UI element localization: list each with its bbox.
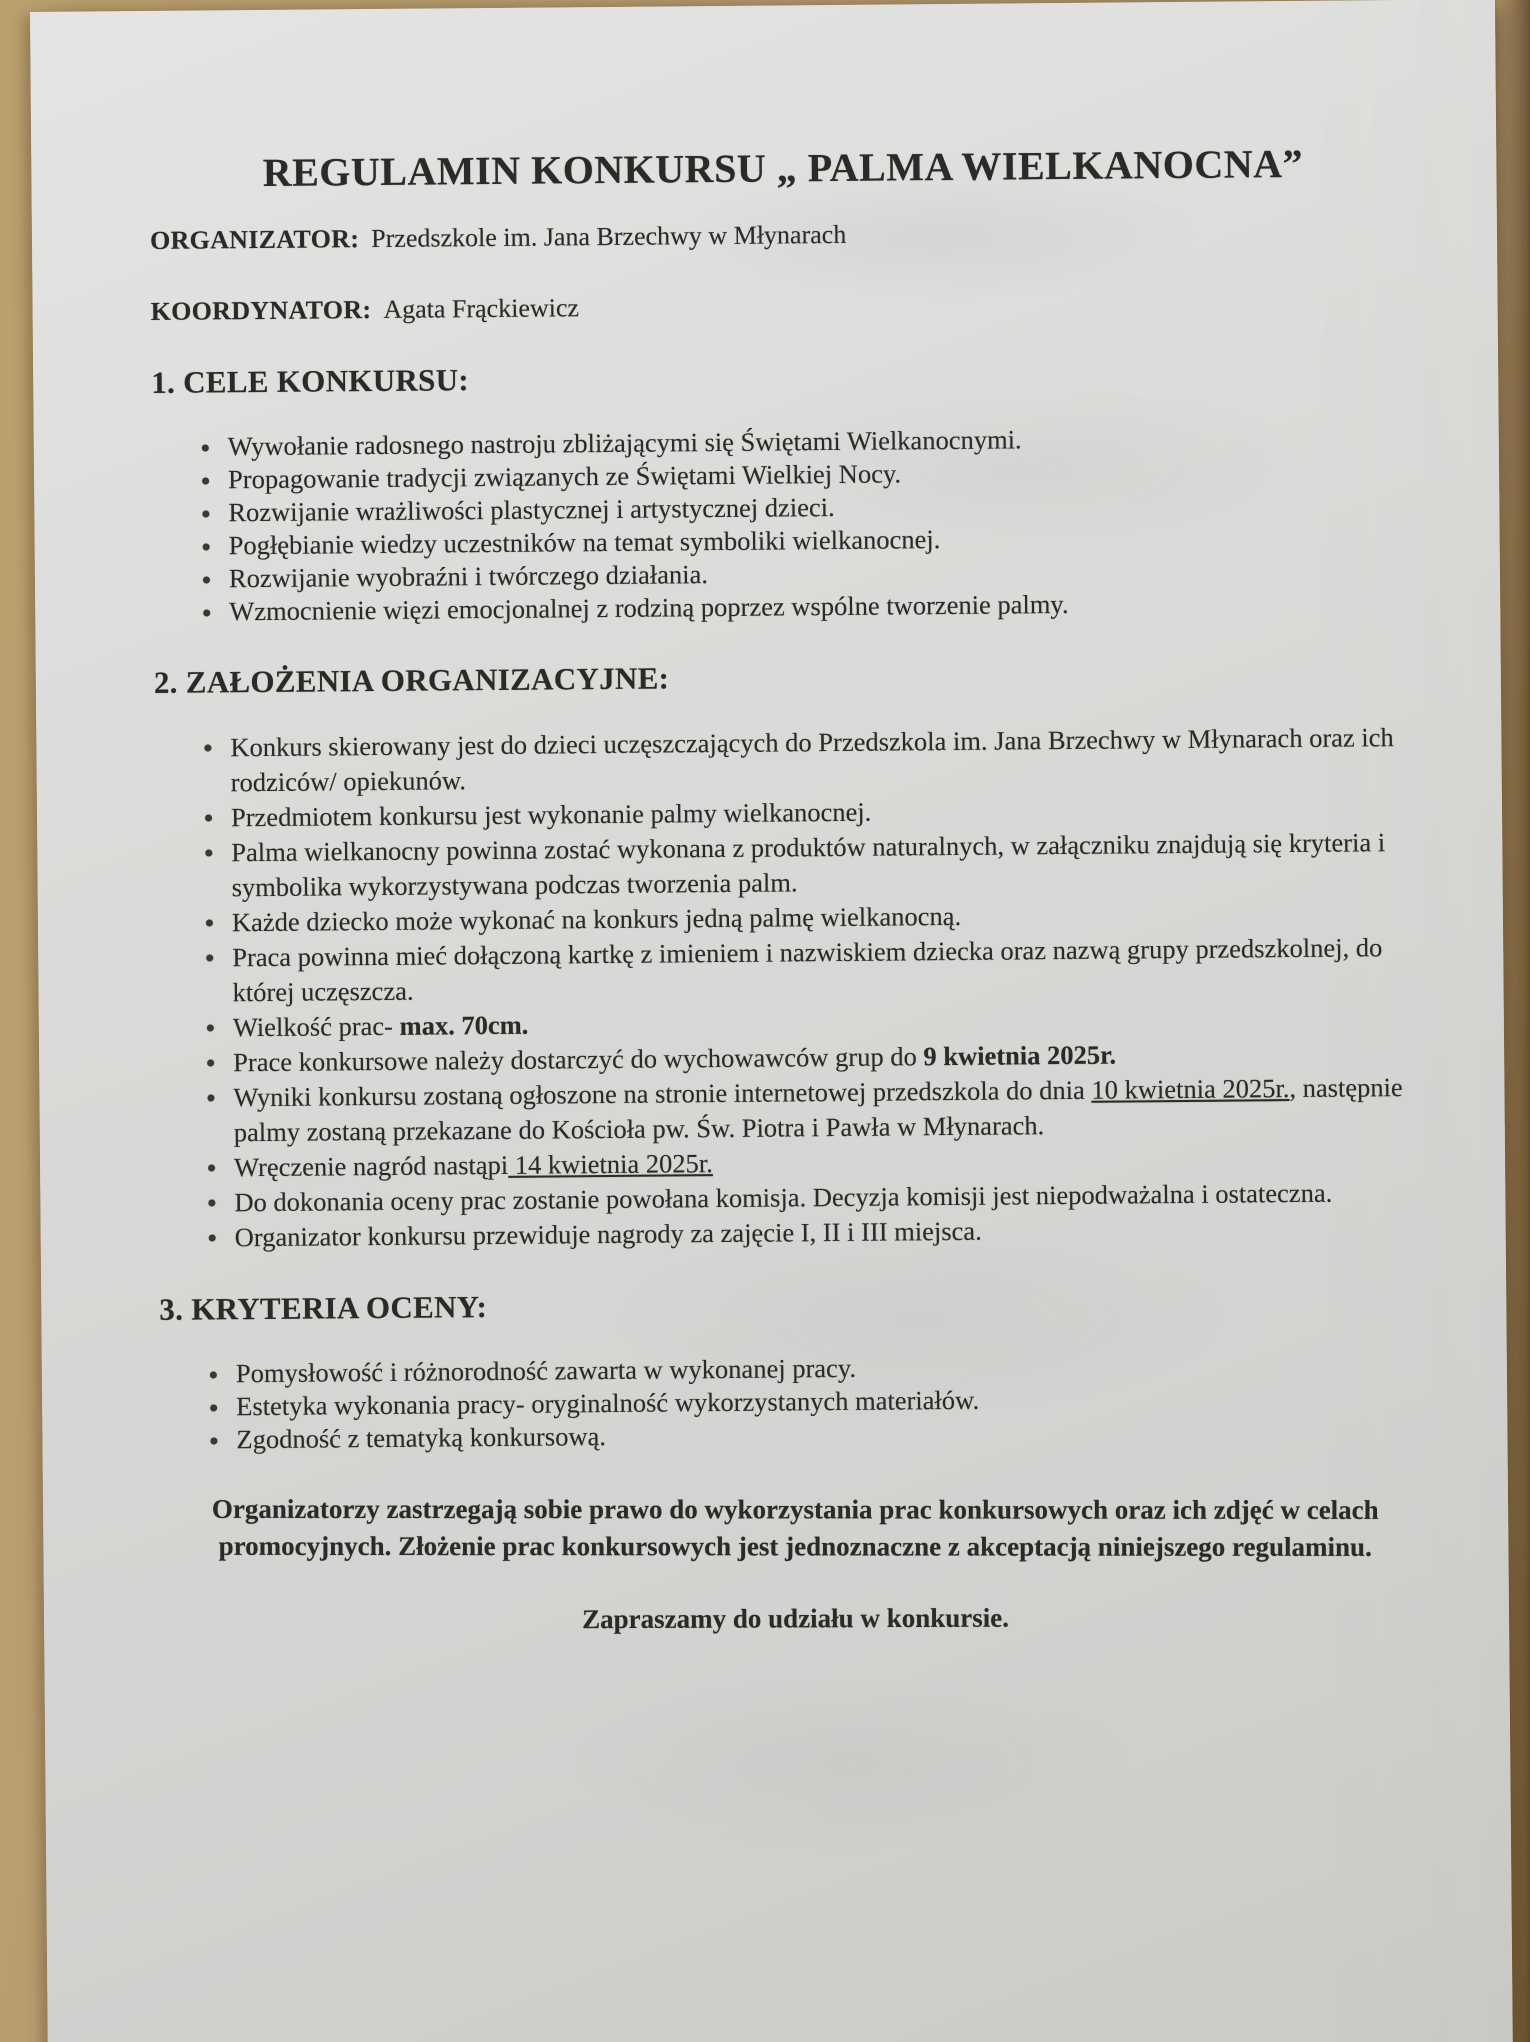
- text-segment: Organizator konkursu przewiduje nagrody za zajęcie I, II i III miejsca.: [234, 1215, 982, 1253]
- text-segment: Praca powinna mieć dołączoną kartkę z imieniem i nazwiskiem dziecka oraz nazwą grupy przedszkolnej, do której uczęszcza.: [232, 932, 1383, 1008]
- text-segment: Pomysłowość i różnorodność zawarta w wykonanej pracy.: [235, 1352, 857, 1389]
- text-segment: max. 70cm.: [399, 1009, 529, 1041]
- section-criteria-list: [160, 1347, 1428, 1457]
- disclaimer-paragraph: Organizatorzy zastrzegają sobie prawo do wykorzystania prac konkursowych oraz ich zdjęć w celach promocyjnych. Złożenie prac konkursowych jest jednoznaczne z akceptacją niniejszego regulaminu.: [211, 1493, 1379, 1562]
- text-segment: Każde dziecko może wykonać na konkurs jedną palmę wielkanocną.: [231, 900, 962, 938]
- closing-line: Zapraszamy do udziału w konkursie.: [582, 1602, 1010, 1635]
- text-segment: Przedmiotem konkursu jest wykonanie palmy wielkanocnej.: [230, 796, 872, 833]
- coordinator-line: [150, 283, 1417, 329]
- text-segment: Wielkość prac-: [232, 1010, 400, 1043]
- coordinator-value: Agata Frąckiewicz: [383, 293, 580, 324]
- text-segment: Wyniki konkursu zostaną ogłoszone na stronie internetowej przedszkola do dnia: [233, 1074, 1092, 1113]
- bullet-item: [203, 825, 1423, 906]
- text-segment: Propagowanie tradycji związanych ze Świętami Wielkiej Nocy.: [227, 458, 902, 495]
- text-segment: Rozwijanie wyobraźni i twórczego działania.: [228, 559, 709, 594]
- text-segment: Wywołanie radosnego nastroju zbliżającymi się Świętami Wielkanocnymi.: [227, 424, 1022, 462]
- text-segment: Konkurs skierowany jest do dzieci uczęszczających do Przedszkola im. Jana Brzechwy w Młynarach oraz ich rodziców/ opiekunów.: [230, 722, 1394, 798]
- bullet-item: [205, 1070, 1425, 1151]
- text-segment: Estetyka wykonania pracy- oryginalność wykorzystanych materiałów.: [236, 1384, 980, 1422]
- section-organization-heading: 2. ZAŁOŻENIA ORGANIZACYJNE:: [153, 660, 670, 700]
- text-segment: Wręczenie nagród nastąpi: [233, 1149, 509, 1183]
- text-segment: Do dokonania oceny prac zostanie powołana komisja. Decyzja komisji jest niepodważalna i ostateczna.: [234, 1177, 1333, 1218]
- text-segment: Wzmocnienie więzi emocjonalnej z rodziną poprzez wspólne tworzenie palmy.: [229, 588, 1069, 627]
- text-segment: Pogłębianie wiedzy uczestników na temat symboliki wielkanocnej.: [228, 524, 941, 561]
- text-segment: 10 kwietnia 2025r.: [1091, 1073, 1290, 1105]
- document-page: [30, 0, 1513, 2042]
- section-criteria-heading: 3. KRYTERIA OCENY:: [159, 1289, 488, 1327]
- text-segment: , następnie palmy zostaną przekazane do Kościoła pw. Św. Piotra i Pawła w Młynarach.: [233, 1072, 1403, 1148]
- bullet-item: [202, 720, 1422, 801]
- section-organization-list: [154, 720, 1426, 1256]
- text-segment: Prace konkursowe należy dostarczyć do wychowawców grup do: [233, 1041, 924, 1078]
- coordinator-label: KOORDYNATOR:: [150, 295, 372, 326]
- text-segment: 14 kwietnia 2025r.: [508, 1148, 713, 1180]
- document-title: REGULAMIN KONKURSU „ PALMA WIELKANOCNA”: [262, 140, 1304, 195]
- text-segment: Zgodność z tematyką konkursową.: [236, 1421, 607, 1455]
- section-goals-list: [152, 420, 1421, 629]
- text-segment: Palma wielkanocny powinna zostać wykonana z produktów naturalnych, w załączniku znajdują się kryteria i symbolika wykorzystywana podczas tworzenia palm.: [231, 827, 1386, 903]
- organizer-value: Przedszkole im. Jana Brzechwy w Młynarach: [371, 219, 847, 254]
- section-goals-heading: 1. CELE KONKURSU:: [151, 362, 470, 400]
- section-organization: [154, 654, 1426, 1256]
- bullet-item: [204, 930, 1424, 1011]
- section-criteria: [159, 1281, 1427, 1457]
- text-segment: 9 kwietnia 2025r.: [923, 1039, 1117, 1072]
- organizer-label: ORGANIZATOR:: [149, 224, 360, 255]
- section-goals: [151, 354, 1420, 629]
- organizer-line: [150, 212, 1417, 258]
- text-segment: Rozwijanie wrażliwości plastycznej i artystycznej dzieci.: [228, 491, 835, 528]
